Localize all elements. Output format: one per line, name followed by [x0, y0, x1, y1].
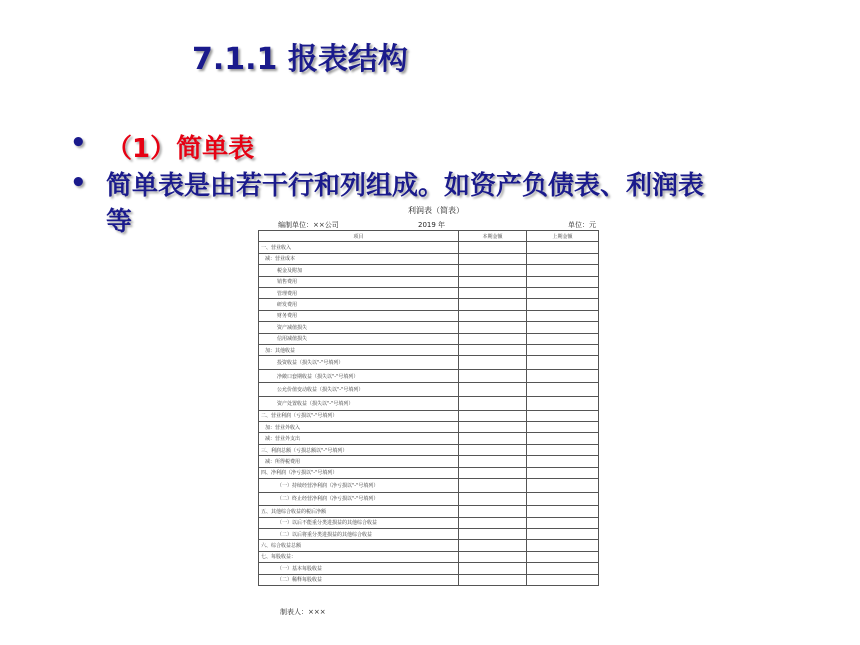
row-label: 减：所得税费用: [259, 456, 459, 467]
row-previous-amount: [527, 397, 599, 411]
row-label: 净敞口套期收益（损失以"-"号填列）: [259, 369, 459, 383]
bullet-line: 简单表是由若干行和列组成。如资产负债表、利润表: [106, 171, 705, 201]
row-previous-amount: [527, 433, 599, 444]
row-previous-amount: [527, 369, 599, 383]
row-current-amount: [459, 517, 527, 528]
report-preparer: 制表人：×××: [280, 608, 326, 616]
header-current: 本期金额: [459, 231, 527, 242]
income-statement-table: [258, 230, 599, 586]
row-current-amount: [459, 356, 527, 370]
row-previous-amount: [527, 422, 599, 433]
row-label: 减：营业外支出: [259, 433, 459, 444]
table-row: [259, 265, 599, 276]
report-year: 2019 年: [418, 221, 446, 229]
bullet-line: 等: [106, 207, 133, 237]
table-row: [259, 574, 599, 585]
row-label: 二、营业利润（亏损以"-"号填列）: [259, 410, 459, 421]
row-label: （一）基本每股收益: [259, 563, 459, 574]
row-current-amount: [459, 563, 527, 574]
row-previous-amount: [527, 242, 599, 253]
table-header-row: [259, 231, 599, 242]
row-label: 投资收益（损失以"-"号填列）: [259, 356, 459, 370]
table-row: [259, 551, 599, 562]
row-label: 资产处置收益（损失以"-"号填列）: [259, 397, 459, 411]
row-current-amount: [459, 397, 527, 411]
row-label: 公允价值变动收益（损失以"-"号填列）: [259, 383, 459, 397]
row-current-amount: [459, 456, 527, 467]
row-current-amount: [459, 444, 527, 455]
table-row: [259, 540, 599, 551]
table-row: [259, 369, 599, 383]
table-row: [259, 397, 599, 411]
table-body: [259, 242, 599, 586]
row-current-amount: [459, 506, 527, 517]
row-label: （一）持续经营净利润（净亏损以"-"号填列）: [259, 479, 459, 493]
row-current-amount: [459, 433, 527, 444]
row-label: （一）以后不能重分类进损益的其他综合收益: [259, 517, 459, 528]
table-row: [259, 299, 599, 310]
row-previous-amount: [527, 563, 599, 574]
row-label: 加：营业外收入: [259, 422, 459, 433]
row-label: 信用减值损失: [259, 333, 459, 344]
row-label: （二）终止经营净利润（净亏损以"-"号填列）: [259, 492, 459, 506]
row-previous-amount: [527, 333, 599, 344]
row-previous-amount: [527, 276, 599, 287]
table-row: [259, 467, 599, 478]
slide-title: 7.1.1 报表结构: [192, 42, 408, 77]
table-row: [259, 456, 599, 467]
row-current-amount: [459, 383, 527, 397]
row-previous-amount: [527, 456, 599, 467]
table-row: [259, 422, 599, 433]
report-title: 利润表（简表）: [408, 206, 464, 215]
row-current-amount: [459, 540, 527, 551]
table-row: [259, 492, 599, 506]
row-current-amount: [459, 322, 527, 333]
row-previous-amount: [527, 310, 599, 321]
row-current-amount: [459, 369, 527, 383]
row-label: 加：其他收益: [259, 344, 459, 355]
row-label: 管理费用: [259, 287, 459, 298]
table-row: [259, 383, 599, 397]
table-row: [259, 433, 599, 444]
row-previous-amount: [527, 344, 599, 355]
header-previous: 上期金额: [527, 231, 599, 242]
row-label: 研发费用: [259, 299, 459, 310]
row-current-amount: [459, 467, 527, 478]
row-previous-amount: [527, 540, 599, 551]
table-row: [259, 310, 599, 321]
row-previous-amount: [527, 410, 599, 421]
table-row: [259, 479, 599, 493]
row-current-amount: [459, 574, 527, 585]
row-previous-amount: [527, 528, 599, 539]
row-previous-amount: [527, 492, 599, 506]
table-row: [259, 242, 599, 253]
row-label: 资产减值损失: [259, 322, 459, 333]
row-label: 减：营业成本: [259, 253, 459, 264]
row-previous-amount: [527, 356, 599, 370]
table-row: [259, 253, 599, 264]
row-previous-amount: [527, 551, 599, 562]
row-previous-amount: [527, 479, 599, 493]
table-row: [259, 506, 599, 517]
table-row: [259, 410, 599, 421]
row-label: 七、每股收益：: [259, 551, 459, 562]
row-current-amount: [459, 265, 527, 276]
row-current-amount: [459, 551, 527, 562]
table-row: [259, 528, 599, 539]
bullet-dot: •: [70, 128, 87, 158]
row-current-amount: [459, 333, 527, 344]
row-label: 六、综合收益总额: [259, 540, 459, 551]
row-label: 税金及附加: [259, 265, 459, 276]
row-label: （二）以后将重分类进损益的其他综合收益: [259, 528, 459, 539]
table-row: [259, 563, 599, 574]
row-current-amount: [459, 479, 527, 493]
row-current-amount: [459, 299, 527, 310]
bullet-dot: •: [70, 168, 87, 198]
row-previous-amount: [527, 299, 599, 310]
row-label: 三、利润总额（亏损总额以"-"号填列）: [259, 444, 459, 455]
table-row: [259, 344, 599, 355]
row-label: 销售费用: [259, 276, 459, 287]
table-row: [259, 276, 599, 287]
row-label: （二）稀释每股收益: [259, 574, 459, 585]
row-previous-amount: [527, 574, 599, 585]
row-previous-amount: [527, 467, 599, 478]
row-current-amount: [459, 492, 527, 506]
table-row: [259, 444, 599, 455]
bullet-simple-table: [70, 128, 370, 164]
row-current-amount: [459, 410, 527, 421]
row-previous-amount: [527, 517, 599, 528]
table-row: [259, 356, 599, 370]
row-previous-amount: [527, 253, 599, 264]
table-row: [259, 287, 599, 298]
header-item: 项目: [259, 231, 459, 242]
row-previous-amount: [527, 506, 599, 517]
row-previous-amount: [527, 265, 599, 276]
row-current-amount: [459, 287, 527, 298]
row-label: 财务费用: [259, 310, 459, 321]
row-previous-amount: [527, 444, 599, 455]
row-label: 四、净利润（净亏损以"-"号填列）: [259, 467, 459, 478]
row-current-amount: [459, 253, 527, 264]
row-label: 一、营业收入: [259, 242, 459, 253]
row-current-amount: [459, 276, 527, 287]
row-current-amount: [459, 344, 527, 355]
row-previous-amount: [527, 287, 599, 298]
row-current-amount: [459, 310, 527, 321]
report-unit-label: 编制单位：××公司: [278, 221, 339, 229]
row-current-amount: [459, 422, 527, 433]
row-label: 五、其他综合收益的税后净额: [259, 506, 459, 517]
table-row: [259, 322, 599, 333]
row-current-amount: [459, 242, 527, 253]
table-row: [259, 333, 599, 344]
row-previous-amount: [527, 322, 599, 333]
row-previous-amount: [527, 383, 599, 397]
row-current-amount: [459, 528, 527, 539]
table-row: [259, 517, 599, 528]
report-currency: 单位：元: [568, 221, 596, 229]
bullet-text: （1）简单表: [106, 134, 255, 164]
